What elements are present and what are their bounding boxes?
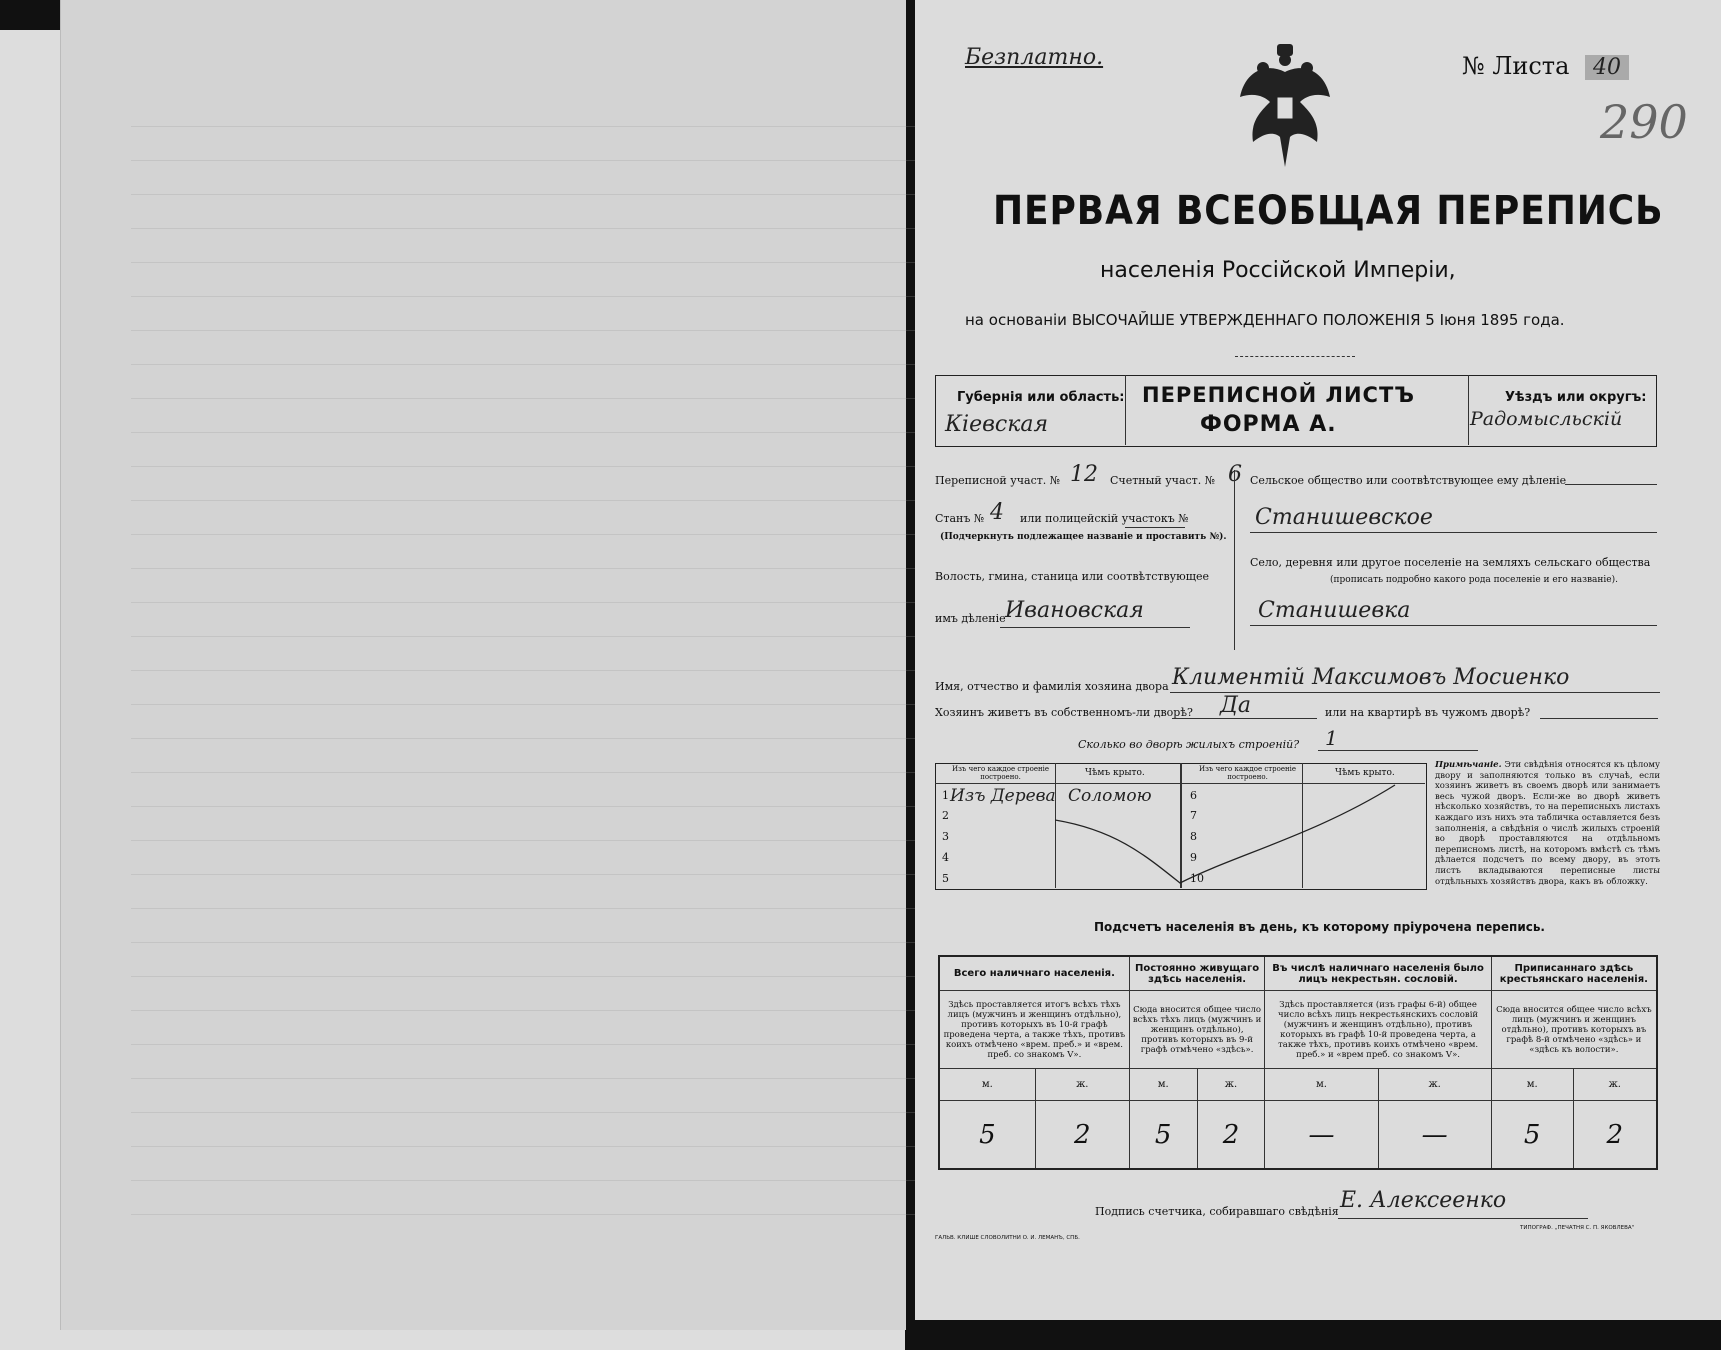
note-text: Эти свѣдѣнія относятся къ цѣлому двору и заполняются только въ случаѣ, если хозяинъ живетъ въ своемъ дворѣ или занимаетъ весь чужой дворъ. Если-же во дворѣ живетъ нѣсколько хозяйствъ, то на переписныхъ листахъ каждаго изъ нихъ эта табличка оставляется безъ заполненія, а свѣдѣнія о числѣ жилыхъ строеній во дворѣ проставляются на отдѣльномъ переписномъ листѣ, на которомъ вмѣстѣ съ тѣмъ дѣлается подсчетъ по всему двору, въ этотъ листъ вкладываются переписные листы отдѣльныхъ хозяйствъ двора, какъ въ обложку. [1435,760,1660,887]
count-area-value: 6 [1228,462,1242,487]
district-label: Уѣздъ или округъ: [1505,390,1647,405]
pop-value-assigned-m: 5 [1491,1101,1573,1169]
row-4: 4 [942,851,949,864]
free-label: Безплатно. [965,45,1104,70]
buildings-col-material: Изъ чего каждое строеніе построено. [951,765,1050,781]
pop-desc-total: Здѣсь проставляется итогъ всѣхъ тѣхъ лицъ (мужчинъ и женщинъ отдѣльно), противъ которыхъ въ 10-й графѣ проведена черта, а также тѣхъ, противъ коихъ отмѣчено «врем. преб.» и «врем. преб. со знакомъ V». [939,991,1129,1069]
row-7: 7 [1190,809,1197,822]
buildings-note [1435,760,1660,887]
owner-label: Имя, отчество и фамилія хозяина двора [935,680,1169,693]
pop-m-2: м. [1129,1069,1197,1101]
ornament-divider [1235,356,1355,357]
census-subtitle: населенія Россійской Имперіи, [1100,258,1456,283]
census-basis: на основаніи ВЫСОЧАЙШЕ УТВЕРЖДЕННАГО ПОЛОЖЕНІЯ 5 Іюня 1895 года. [965,311,1565,329]
society-value: Станишевское [1255,505,1433,530]
row-2: 2 [942,809,949,822]
row-5: 5 [942,872,949,885]
village-label: Село, деревня или другое поселеніе на земляхъ сельскаго общества [1250,556,1651,569]
province-label: Губернія или область: [957,390,1125,405]
underline-note: (Подчеркнуть подлежащее названіе и проставить №). [940,532,1227,542]
row-9: 9 [1190,851,1197,864]
pop-f-4: ж. [1573,1069,1657,1101]
volost-value: Ивановская [1005,598,1144,623]
police-label: или полицейскій участокъ № [1020,512,1189,525]
sheet-number-label: № Листа [1462,52,1570,80]
printer-right: ТИПОГРАФ. „ПЕЧАТНЯ С. П. ЯКОВЛЕВА" [1520,1225,1635,1231]
pop-value-permanent-m: 5 [1129,1101,1197,1169]
row-8: 8 [1190,830,1197,843]
pop-value-assigned-f: 2 [1573,1101,1657,1169]
sheet-title: ПЕРЕПИСНОЙ ЛИСТЪ [1142,383,1416,407]
buildings-label: Сколько во дворѣ жилыхъ строеній? [1078,738,1300,751]
rent-label: или на квартирѣ въ чужомъ дворѣ? [1325,706,1531,719]
pop-desc-assigned: Сюда вносится общее число всѣхъ лицъ (мужчинъ и женщинъ отдѣльно), противъ которыхъ въ графѣ 8-й отмѣчено «здѣсь» и «здѣсь къ волости». [1491,991,1657,1069]
pop-value-nonpeasant-m: — [1265,1101,1378,1169]
pop-header-total: Всего наличнаго населенія. [939,956,1129,991]
buildings-col-roof-2: Чѣмъ крыто. [1335,768,1395,778]
province-value: Кіевская [945,412,1049,437]
village-note: (прописать подробно какого рода поселеніе и его названіе). [1330,575,1618,585]
volost-label-2: имъ дѣленіе [935,612,1006,625]
row-1: 1 [942,789,949,802]
pop-value-nonpeasant-f: — [1378,1101,1491,1169]
count-area-label: Счетный участ. № [1110,474,1216,487]
pop-m-3: м. [1265,1069,1378,1101]
district-value: Радомысльскій [1470,408,1623,430]
census-area-value: 12 [1070,462,1098,487]
archive-stamp-number: 290 [1600,95,1688,149]
building-roof-entry: Соломою [1068,786,1152,806]
owner-value: Климентій Максимовъ Мосиенко [1172,665,1570,690]
left-page [60,0,906,1330]
double-headed-eagle-emblem [1235,42,1335,172]
pop-desc-nonpeasant: Здѣсь проставляется (изъ графы 6-й) общее число всѣхъ лицъ некрестьянскихъ сословій (мужчинъ и женщинъ отдѣльно), противъ которыхъ въ графѣ 10-й проведена черта, а также тѣхъ, противъ коихъ отмѣчено «врем. преб.» и «врем преб. со знакомъ V». [1265,991,1491,1069]
buildings-col-material-2: Изъ чего каждое строеніе построено. [1198,765,1297,781]
own-yard-label: Хозяинъ живетъ въ собственномъ-ли дворѣ? [935,706,1193,719]
camp-label: Станъ № [935,512,985,525]
society-label: Сельское общество или соотвѣтствующее ему дѣленіе [1250,474,1567,487]
printer-left: ГАЛЬВ. КЛИШЕ СЛОВОЛИТНИ О. И. ЛЕМАНЪ, СПБ. [935,1235,1080,1241]
buildings-value: 1 [1325,726,1338,750]
row-6: 6 [1190,789,1197,802]
strike-through-curve [1055,775,1425,890]
row-3: 3 [942,830,949,843]
row-10: 10 [1190,872,1204,885]
pop-value-total-f: 2 [1035,1101,1129,1169]
pop-desc-permanent: Сюда вносится общее число всѣхъ тѣхъ лицъ (мужчинъ и женщинъ отдѣльно), противъ которыхъ въ 9-й графѣ отмѣчено «здѣсь». [1129,991,1265,1069]
census-main-title: ПЕРВАЯ ВСЕОБЩАЯ ПЕРЕПИСЬ [993,188,1664,234]
population-title: Подсчетъ населенія въ день, къ которому пріурочена перепись. [1094,920,1545,934]
pop-f-3: ж. [1378,1069,1491,1101]
building-material-entry: Изъ Дерева [950,786,1056,806]
pop-value-permanent-f: 2 [1197,1101,1265,1169]
pop-f-2: ж. [1197,1069,1265,1101]
village-value: Станишевка [1258,598,1411,623]
pop-header-permanent: Постоянно живущаго здѣсь населенія. [1129,956,1265,991]
pop-f-1: ж. [1035,1069,1129,1101]
note-title: Примѣчаніе. [1435,760,1502,770]
left-page-bleedthrough [131,98,951,1248]
pop-header-nonpeasant: Въ числѣ наличнаго населенія было лицъ некрестьян. сословій. [1265,956,1491,991]
pop-header-assigned: Приписаннаго здѣсь крестьянскаго населенія. [1491,956,1657,991]
pop-m-1: м. [939,1069,1035,1101]
signature-value: Е. Алексеенко [1340,1188,1507,1213]
form-name: ФОРМА А. [1200,412,1337,437]
population-table [938,955,1658,1170]
sheet-number-value: 40 [1585,55,1629,80]
signature-label: Подпись счетчика, собиравшаго свѣдѣнія [1095,1205,1339,1218]
census-area-label: Переписной участ. № [935,474,1061,487]
own-yard-value: Да [1220,693,1252,718]
buildings-col-roof: Чѣмъ крыто. [1085,768,1145,778]
pop-value-total-m: 5 [939,1101,1035,1169]
camp-value: 4 [990,500,1004,525]
pop-m-4: м. [1491,1069,1573,1101]
volost-label: Волость, гмина, станица или соотвѣтствующее [935,570,1209,583]
